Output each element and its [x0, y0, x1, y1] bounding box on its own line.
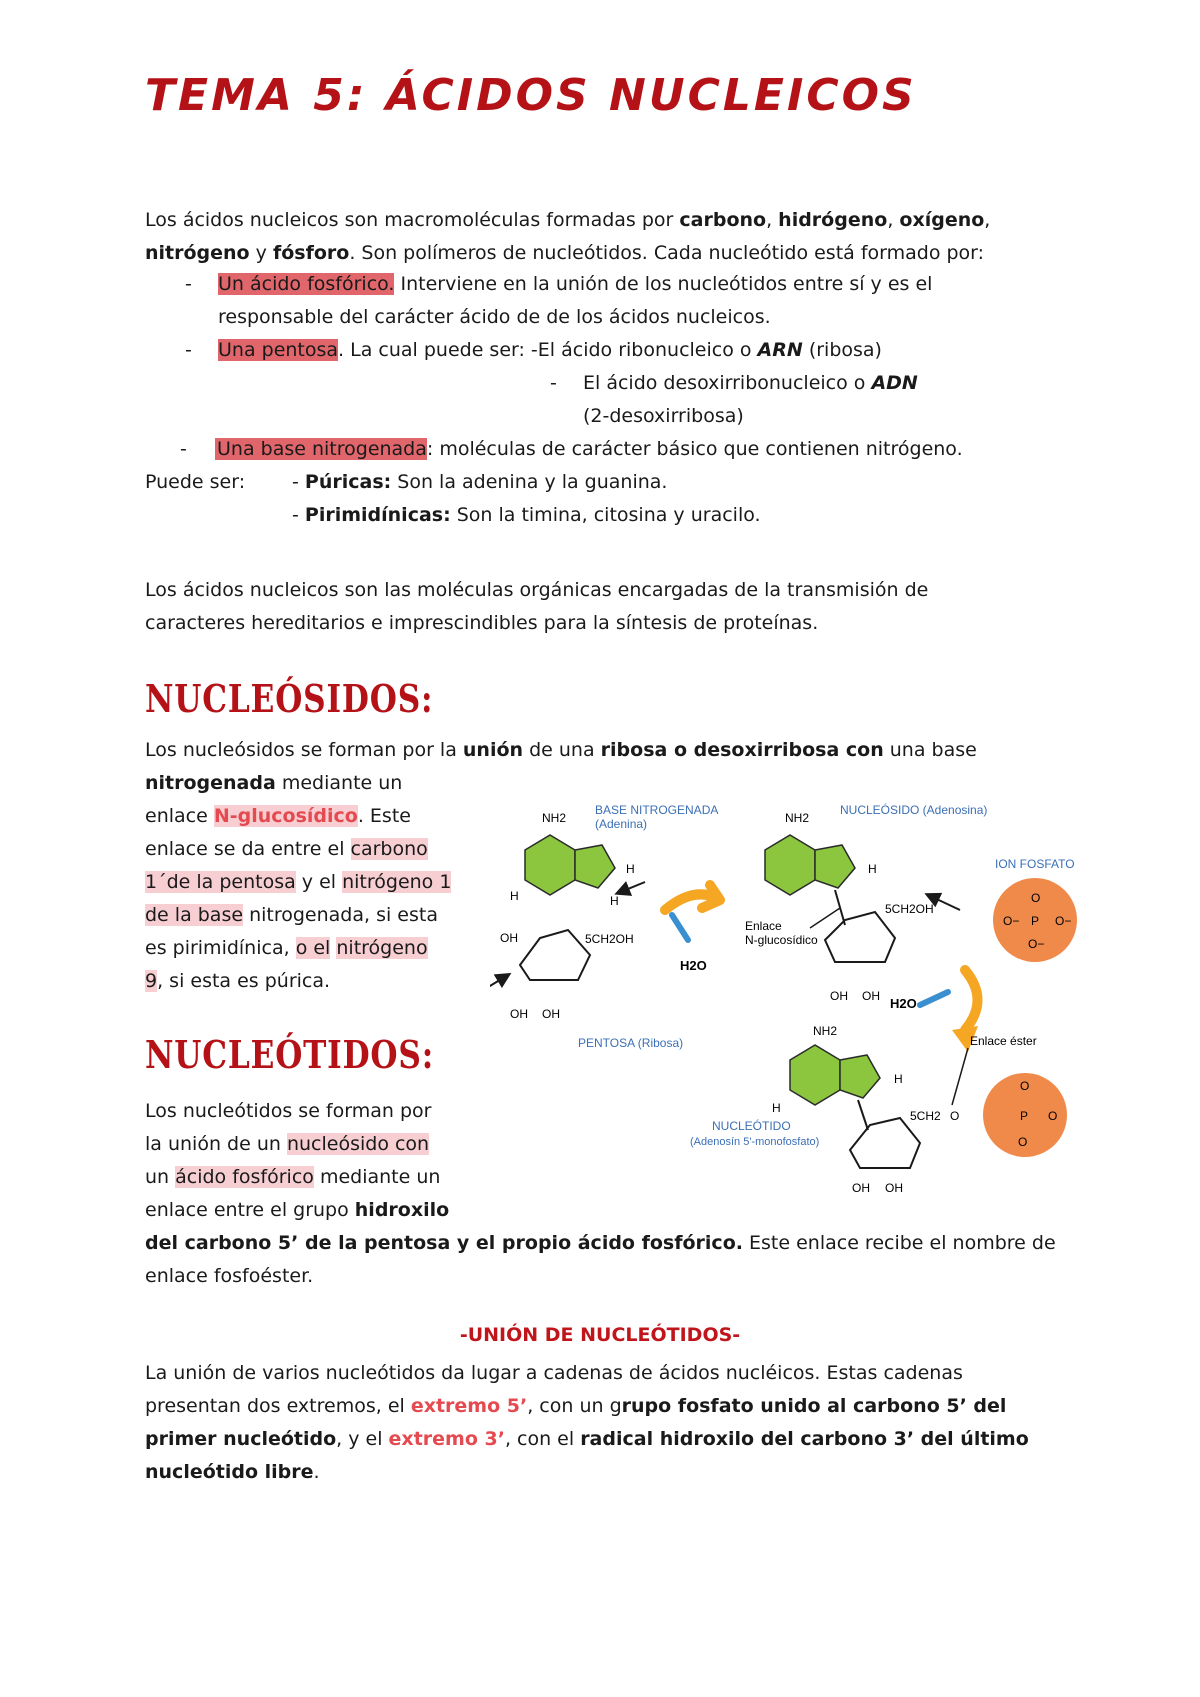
label-oh: OH [885, 1181, 903, 1195]
text: - [292, 471, 305, 493]
label-oh: OH [862, 989, 880, 1003]
text: El ácido desoxirribonucleico o [583, 372, 872, 394]
intro-line-1 [145, 204, 990, 238]
list-item-base [215, 433, 963, 467]
text: una base [883, 739, 977, 761]
transmision-line-2: caracteres hereditarios e imprescindibles para la síntesis de proteínas. [145, 612, 819, 634]
term-extremo-3: extremo 3’ [388, 1428, 505, 1450]
label-oh: OH [852, 1181, 870, 1195]
list-dash: - [550, 372, 557, 394]
term-hidroxilo: hidroxilo [354, 1199, 450, 1221]
term-ribosa: ribosa o desoxirribosa con [600, 739, 884, 761]
text: : moléculas de carácter básico que contienen nitrógeno. [426, 438, 963, 460]
label-nh2: NH2 [542, 811, 567, 825]
adenina-label: (Adenina) [595, 817, 648, 831]
text: Son la adenina y la guanina. [391, 471, 668, 493]
highlight-9: 9 [145, 970, 158, 992]
nucleotido-label: NUCLEÓTIDO [712, 1119, 791, 1133]
highlight-base: de la base [145, 904, 244, 926]
term-hidrogeno: hidrógeno [778, 209, 888, 231]
text: , si esta es púrica. [157, 970, 331, 992]
highlight-pentosa: 1´de la pentosa [145, 871, 296, 893]
text: enlace [145, 805, 214, 827]
enlace-ester-label: Enlace éster [970, 1034, 1037, 1048]
page-title: TEMA 5: ÁCIDOS NUCLEICOS [145, 70, 917, 121]
term-extremo-5: extremo 5’ [410, 1395, 528, 1417]
text: enlace se da entre el [145, 838, 351, 860]
pentosa-label: PENTOSA (Ribosa) [578, 1036, 684, 1050]
list-dash: - [180, 438, 187, 460]
list-item-acido-cont: responsable del carácter ácido de de los ácidos nucleicos. [218, 306, 771, 328]
label-o-minus: O− [1003, 914, 1020, 928]
text: es pirimidínica, [145, 937, 296, 959]
text: enlace entre el grupo [145, 1199, 355, 1221]
text: Los ácidos nucleicos son macromoléculas formadas por [145, 209, 680, 231]
label-o: O [950, 1109, 960, 1123]
highlight-nucleosido-con: nucleósido con [286, 1133, 430, 1155]
label-p: P [1031, 914, 1040, 928]
water-label: H2O [680, 958, 707, 973]
text: , [766, 209, 779, 231]
nucleotidos-line-1: Los nucleótidos se forman por [145, 1100, 432, 1122]
term-adn: ADN [871, 372, 918, 394]
label-o: O [1020, 1079, 1030, 1093]
ribose-pentose [500, 930, 634, 1021]
text: la unión de un [145, 1133, 287, 1155]
term-fosforo: fósforo [272, 242, 350, 264]
list-item-pentosa [218, 334, 882, 368]
intro-line-2 [145, 237, 984, 271]
water-arrow [920, 992, 948, 1005]
nucleotide-formation-diagram [490, 790, 1110, 1200]
adenosine-nucleoside [765, 811, 934, 1003]
list-dash: - [185, 273, 192, 295]
label-o: O [1031, 891, 1041, 905]
label-oh: OH [830, 989, 848, 1003]
ion-fosfato-label: ION FOSFATO [995, 857, 1075, 871]
nucleotide-amp [772, 1024, 1067, 1195]
label-oh: OH [510, 1007, 528, 1021]
text: . [313, 1461, 320, 1483]
nucleotidos-line-6: enlace fosfoéster. [145, 1265, 314, 1287]
label-h: H [772, 1101, 781, 1115]
nucleosidos-line-6 [145, 899, 438, 933]
label-o: O [1048, 1109, 1058, 1123]
label-o-minus: O− [1028, 937, 1045, 951]
term-carbono: carbono [679, 209, 767, 231]
nucleosidos-line-8 [145, 965, 330, 999]
nucleosidos-line-4 [145, 833, 428, 867]
term-oxigeno: oxígeno [899, 209, 985, 231]
nucleosido-label: NUCLEÓSIDO (Adenosina) [840, 803, 988, 817]
highlight-acido-fosforico: Un ácido fosfórico. [218, 273, 395, 295]
term-primer-nucleotido: primer nucleótido [145, 1428, 337, 1450]
highlight-carbono: carbono [350, 838, 428, 860]
list-item-adn-cont: (2-desoxirribosa) [583, 405, 744, 427]
text: un [145, 1166, 176, 1188]
label-h: H [894, 1072, 903, 1086]
term-nitrogenada: nitrogenada [145, 772, 276, 794]
text: presentan dos extremos, el [145, 1395, 411, 1417]
text: y [249, 242, 273, 264]
nucleotidos-line-4 [145, 1194, 449, 1228]
term-nitrogeno: nitrógeno [145, 242, 250, 264]
text: . Este [357, 805, 411, 827]
list-item-adn [583, 367, 918, 401]
highlight-base-nitrogenada: Una base nitrogenada [217, 438, 427, 460]
text: , [887, 209, 900, 231]
union-line-1: La unión de varios nucleótidos da lugar a cadenas de ácidos nucléicos. Estas cadenas [145, 1362, 963, 1384]
union-line-3 [145, 1423, 1029, 1457]
nucleotidos-line-3 [145, 1161, 440, 1195]
label-o-minus: O− [1055, 914, 1072, 928]
puricas-line [292, 466, 667, 500]
label-nh2: NH2 [813, 1024, 838, 1038]
text: Los nucleósidos se forman por la [145, 739, 463, 761]
text: , con el [504, 1428, 581, 1450]
water-arrow [672, 915, 688, 940]
base-nitrogenada-label: BASE NITROGENADA [595, 803, 719, 817]
pirimidinicas-line [292, 499, 761, 533]
water-label: H2O [890, 996, 917, 1011]
highlight-o-el: o el [295, 937, 331, 959]
label-h: H [610, 894, 619, 908]
text: . La cual puede ser: -El ácido ribonucleico o [338, 339, 758, 361]
term-puricas: Púricas: [304, 471, 392, 493]
union-line-2 [145, 1390, 1006, 1424]
highlight-acido-fosforico: ácido fosfórico [175, 1166, 314, 1188]
text: y el [295, 871, 343, 893]
nucleotido-sub-label: (Adenosín 5'-monofosfato) [690, 1136, 820, 1148]
puede-ser-label: Puede ser: [145, 471, 246, 493]
text: mediante un [313, 1166, 441, 1188]
text: Este enlace recibe el nombre de [742, 1232, 1056, 1254]
term-carbono-5: del carbono 5’ de la pentosa y el propio ácido fosfórico. [145, 1232, 743, 1254]
reaction-arrow [665, 885, 720, 910]
label-oh: OH [500, 931, 518, 945]
highlight-pentosa: Una pentosa [218, 339, 339, 361]
list-dash: - [185, 339, 192, 361]
label-oh: OH [542, 1007, 560, 1021]
label-ch2oh: 5CH2OH [585, 932, 634, 946]
label-nh2: NH2 [785, 811, 810, 825]
term-n-glucosidico: N-glucosídico [213, 805, 358, 827]
term-union: unión [462, 739, 524, 761]
text: mediante un [275, 772, 403, 794]
list-item-acido [218, 268, 932, 302]
text: (ribosa) [802, 339, 882, 361]
label-ch2oh: 5CH2OH [885, 902, 934, 916]
text: Interviene en la unión de los nucleótidos entre sí y es el [394, 273, 933, 295]
term-radical-hidroxilo: radical hidroxilo del carbono 3’ del último [580, 1428, 1029, 1450]
text: de una [523, 739, 601, 761]
text: nitrogenada, si esta [243, 904, 438, 926]
nucleotidos-line-5 [145, 1227, 1056, 1261]
term-nucleotido-libre: nucleótido libre [145, 1461, 314, 1483]
highlight-nitrogeno-1: nitrógeno 1 [342, 871, 452, 893]
union-heading: -UNIÓN DE NUCLEÓTIDOS- [459, 1324, 741, 1346]
nucleosidos-line-1 [145, 734, 977, 768]
term-arn: ARN [757, 339, 803, 361]
enlace-label: Enlace [745, 919, 782, 933]
label-ch2: 5CH2 [910, 1109, 941, 1123]
text: , con un g [527, 1395, 622, 1417]
text: - [292, 504, 305, 526]
nucleosidos-line-5 [145, 866, 451, 900]
transmision-line-1: Los ácidos nucleicos son las moléculas orgánicas encargadas de la transmisión de [145, 579, 929, 601]
reaction-arrow [965, 970, 978, 1030]
nucleosidos-line-7 [145, 932, 428, 966]
label-h: H [626, 862, 635, 876]
nucleosidos-line-2 [145, 767, 402, 801]
text: . Son polímeros de nucleótidos. Cada nucleótido está formado por: [349, 242, 985, 264]
term-grupo-fosfato: rupo fosfato unido al carbono 5’ del [621, 1395, 1007, 1417]
n-glucosidico-label: N-glucosídico [745, 933, 818, 947]
nucleotidos-heading: NUCLEÓTIDOS: [145, 1032, 435, 1077]
highlight-nitrogeno: nitrógeno [336, 937, 428, 959]
label-h: H [868, 862, 877, 876]
union-line-4 [145, 1456, 320, 1490]
term-pirimidinicas: Pirimidínicas: [304, 504, 451, 526]
label-p: P [1020, 1109, 1029, 1123]
label-o: O [1018, 1135, 1028, 1149]
nucleosidos-line-3 [145, 800, 411, 834]
nucleotidos-line-2 [145, 1128, 429, 1162]
text: Son la timina, citosina y uracilo. [450, 504, 761, 526]
text: , y el [336, 1428, 389, 1450]
label-h: H [510, 889, 519, 903]
nucleosidos-heading: NUCLEÓSIDOS: [145, 676, 434, 721]
text: , [984, 209, 991, 231]
